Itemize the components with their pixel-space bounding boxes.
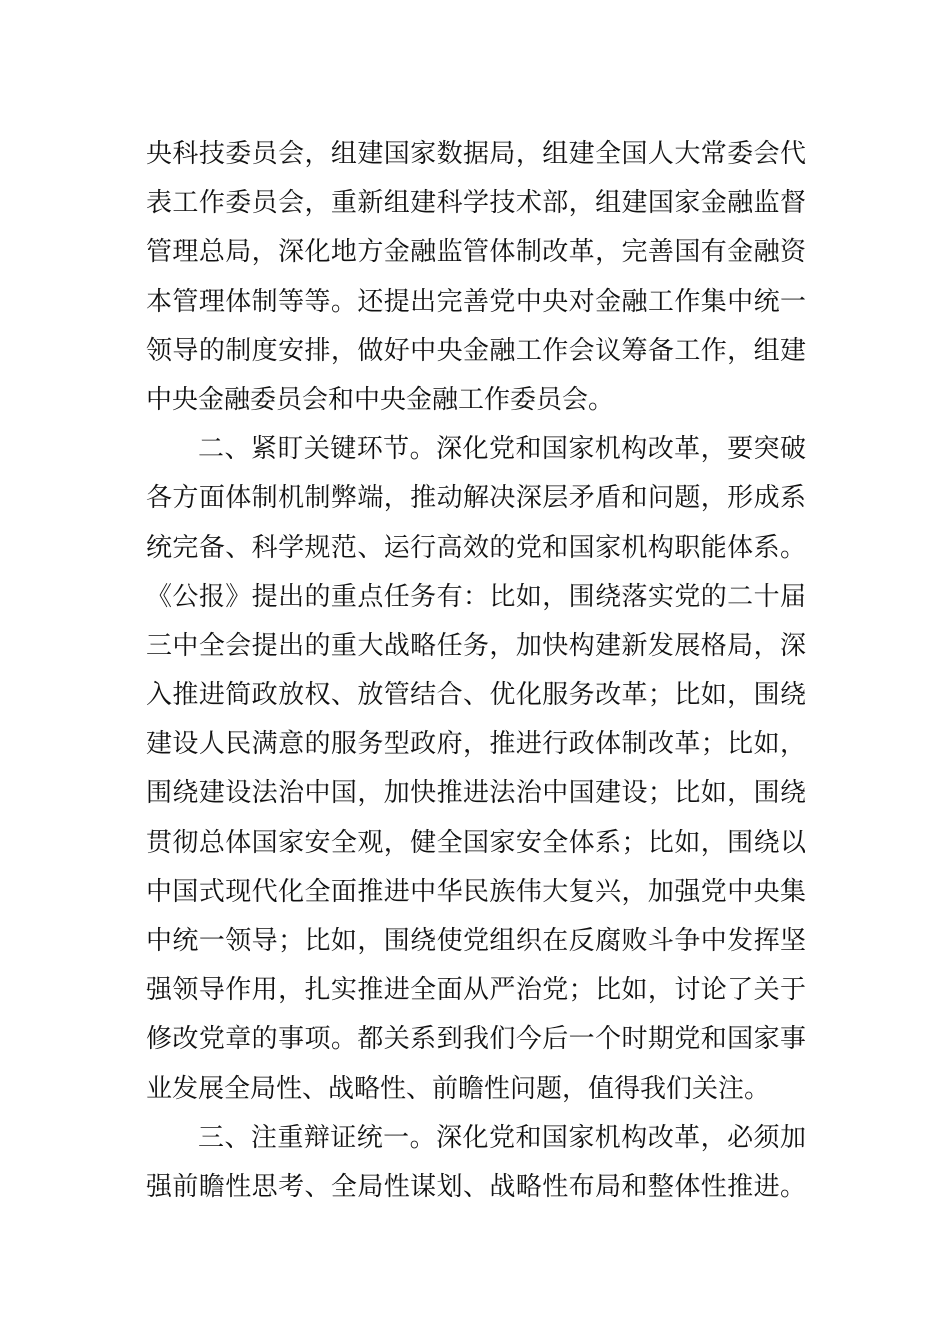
text-line: 领导的制度安排，做好中央金融工作会议筹备工作，组建 [146,335,806,366]
text-line: 入推进简政放权、放管结合、优化服务改革；比如，围绕 [146,680,806,711]
text-line: 《公报》提出的重点任务有：比如，围绕落实党的二十届 [146,581,806,612]
text-line: 强前瞻性思考、全局性谋划、战略性布局和整体性推进。 [146,1171,806,1202]
text-line: 中央金融委员会和中央金融工作委员会。 [146,384,615,415]
text-line: 三中全会提出的重大战略任务，加快构建新发展格局，深 [146,630,806,661]
document-body [146,130,806,1212]
text-line: 央科技委员会，组建国家数据局，组建全国人大常委会代 [146,139,806,169]
text-line: 中国式现代化全面推进中华民族伟大复兴，加强党中央集 [146,876,806,907]
text-line: 业发展全局性、战略性、前瞻性问题，值得我们关注。 [146,1073,771,1104]
text-line: 统完备、科学规范、运行高效的党和国家机构职能体系。 [146,532,806,563]
text-line: 本管理体制等等。还提出完善党中央对金融工作集中统一 [146,286,806,317]
text-line: 管理总局，深化地方金融监管体制改革，完善国有金融资 [146,237,806,268]
section-heading-line: 二、紧盯关键环节。深化党和国家机构改革，要突破 [198,434,806,465]
text-line: 强领导作用，扎实推进全面从严治党；比如，讨论了关于 [146,975,806,1006]
text-line: 建设人民满意的服务型政府，推进行政体制改革；比如， [146,729,806,760]
text-line: 中统一领导；比如，围绕使党组织在反腐败斗争中发挥坚 [146,926,806,956]
text-line: 表工作委员会，重新组建科学技术部，组建国家金融监督 [146,188,806,219]
text-line: 修改党章的事项。都关系到我们今后一个时期党和国家事 [146,1024,806,1055]
text-line: 各方面体制机制弊端，推动解决深层矛盾和问题，形成系 [146,483,806,514]
text-line: 贯彻总体国家安全观，健全国家安全体系；比如，围绕以 [146,827,806,858]
text-line: 围绕建设法治中国，加快推进法治中国建设；比如，围绕 [146,778,806,809]
section-heading-line: 三、注重辩证统一。深化党和国家机构改革，必须加 [198,1122,806,1153]
